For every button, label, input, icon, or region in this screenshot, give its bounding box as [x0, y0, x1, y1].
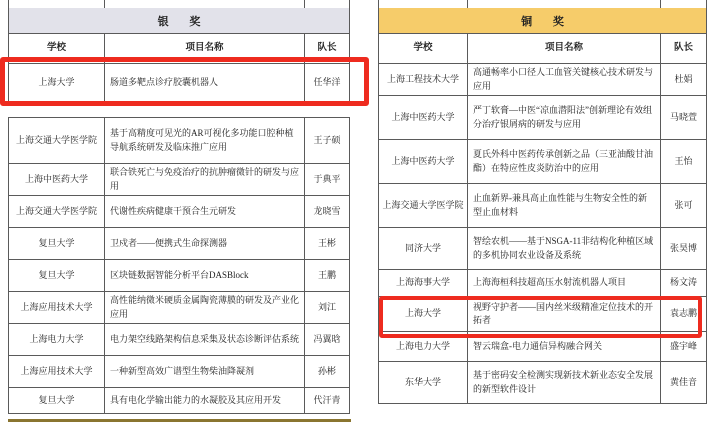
table-row [9, 163, 349, 195]
project-column-header: 项目名称 [104, 34, 304, 63]
table-row [9, 387, 349, 413]
school-cell: 上海交通大学医学院 [15, 134, 97, 145]
leader-cell: 张昊博 [660, 228, 706, 269]
table-row [379, 183, 706, 227]
school-cell: 上海应用技术大学 [20, 365, 93, 376]
school-column-header: 学校 [46, 43, 66, 54]
leader-cell: 任华洋 [304, 64, 349, 101]
leader-cell: 杜娟 [660, 64, 706, 95]
project-cell: 一种新型高效广谱型生物柴油降凝剂 [104, 356, 304, 387]
school-cell: 复旦大学 [38, 394, 75, 405]
leader-cell: 袁志鹏 [660, 297, 706, 331]
table-row [379, 139, 706, 183]
project-cell: 肠道多靶点诊疗胶囊机器人 [104, 64, 304, 101]
table-row [9, 227, 349, 259]
table-row [379, 361, 706, 403]
silver-award-header: 银 奖 [9, 8, 349, 34]
school-cell: 上海中医药大学 [391, 155, 455, 166]
project-cell: 高通畅率小口径人工血管关键核心技术研发与应用 [467, 64, 660, 95]
school-cell: 上海大学 [38, 76, 75, 87]
cropped-row-stub [9, 0, 349, 8]
cropped-row-stub [379, 0, 706, 8]
school-cell: 上海交通大学医学院 [15, 205, 97, 216]
leader-cell: 杨文涛 [660, 270, 706, 296]
project-cell: 视野守护者——国内丝米级精准定位技术的开拓者 [467, 297, 660, 331]
leader-cell: 黄佳音 [660, 362, 706, 403]
table-row [9, 291, 349, 323]
project-cell: 卫戍者——便携式生命探测器 [104, 228, 304, 259]
school-cell: 同济大学 [404, 242, 441, 253]
leader-cell: 王彬 [304, 228, 349, 259]
bronze-award-table [378, 0, 707, 404]
project-cell: 智绘农机——基于NSGA-11非结构化种植区域的多机协同农业设备及系统 [467, 228, 660, 269]
table-row [379, 269, 706, 296]
bronze-column-header-row [379, 34, 706, 63]
school-cell: 上海中医药大学 [391, 111, 455, 122]
leader-cell: 冯翼晗 [304, 324, 349, 355]
school-cell: 东华大学 [404, 376, 441, 387]
table-row [379, 63, 706, 95]
school-cell: 上海海事大学 [395, 277, 450, 288]
table-row [379, 331, 706, 361]
leader-cell: 龙晓雪 [304, 196, 349, 227]
school-cell: 上海电力大学 [395, 340, 450, 351]
highlighted-row [9, 63, 349, 101]
project-cell: 基于高精度可见光的AR可视化多功能口腔种植导航系统研发及临床推广应用 [104, 118, 304, 163]
project-cell: 高性能纳微米硬质金属陶瓷薄膜的研发及产业化应用 [104, 292, 304, 323]
silver-column-header-row [9, 34, 349, 63]
project-cell: 严丁软膏—中医“凉血潜阳法”创新理论有效组分治疗银屑病的研发与应用 [467, 96, 660, 139]
school-cell: 上海应用技术大学 [20, 301, 93, 312]
school-cell: 上海电力大学 [29, 333, 84, 344]
project-column-header: 项目名称 [467, 34, 660, 63]
table-row [9, 259, 349, 291]
leader-cell: 张可 [660, 184, 706, 227]
project-cell: 夏氏外科中医药传承创新之品（三亚油酸甘油酯）在特应性皮炎防治中的应用 [467, 140, 660, 183]
school-cell: 上海中医药大学 [24, 173, 88, 184]
table-row [9, 355, 349, 387]
project-cell: 止血新界-兼具高止血性能与生物安全性的新型止血材料 [467, 184, 660, 227]
leader-cell: 王怡 [660, 140, 706, 183]
school-cell: 复旦大学 [38, 237, 75, 248]
project-cell: 基于密码安全检测实现新技术新业态安全发展的新型软件设计 [467, 362, 660, 403]
leader-cell: 于典平 [304, 164, 349, 195]
school-cell: 上海工程技术大学 [386, 73, 459, 84]
leader-cell: 代汗青 [304, 388, 349, 413]
school-cell: 上海大学 [404, 308, 441, 319]
leader-cell: 刘江 [304, 292, 349, 323]
leader-cell: 王鹏 [304, 260, 349, 291]
leader-cell: 孙彬 [304, 356, 349, 387]
leader-cell: 王子硕 [304, 118, 349, 163]
school-cell: 上海交通大学医学院 [382, 199, 464, 210]
project-cell: 代谢性疾病健康干预合生元研发 [104, 196, 304, 227]
leader-cell: 盛宇峰 [660, 332, 706, 361]
leader-column-header: 队长 [304, 34, 349, 63]
table-row [9, 118, 349, 163]
silver-award-table-top [8, 0, 350, 102]
school-cell: 复旦大学 [38, 269, 75, 280]
leader-cell: 马晓萱 [660, 96, 706, 139]
project-cell: 电力架空线路架构信息采集及状态诊断评估系统 [104, 324, 304, 355]
project-cell: 具有电化学输出能力的水凝胶及其应用开发 [104, 388, 304, 413]
table-row [9, 195, 349, 227]
school-column-header: 学校 [413, 43, 433, 54]
table-row [379, 95, 706, 139]
project-cell: 区块链数据智能分析平台DASBlock [104, 260, 304, 291]
highlighted-row [379, 296, 706, 331]
project-cell: 联合铁死亡与免疫治疗的抗肿瘤微针的研发与应用 [104, 164, 304, 195]
bronze-award-header: 铜 奖 [379, 8, 706, 34]
silver-award-table-rows [8, 117, 350, 414]
project-cell: 上海海桓科技超高压水射流机器人项目 [467, 270, 660, 296]
table-row [379, 227, 706, 269]
leader-column-header: 队长 [660, 34, 706, 63]
project-cell: 智云瑞盒-电力通信异构融合网关 [467, 332, 660, 361]
table-row [9, 323, 349, 355]
